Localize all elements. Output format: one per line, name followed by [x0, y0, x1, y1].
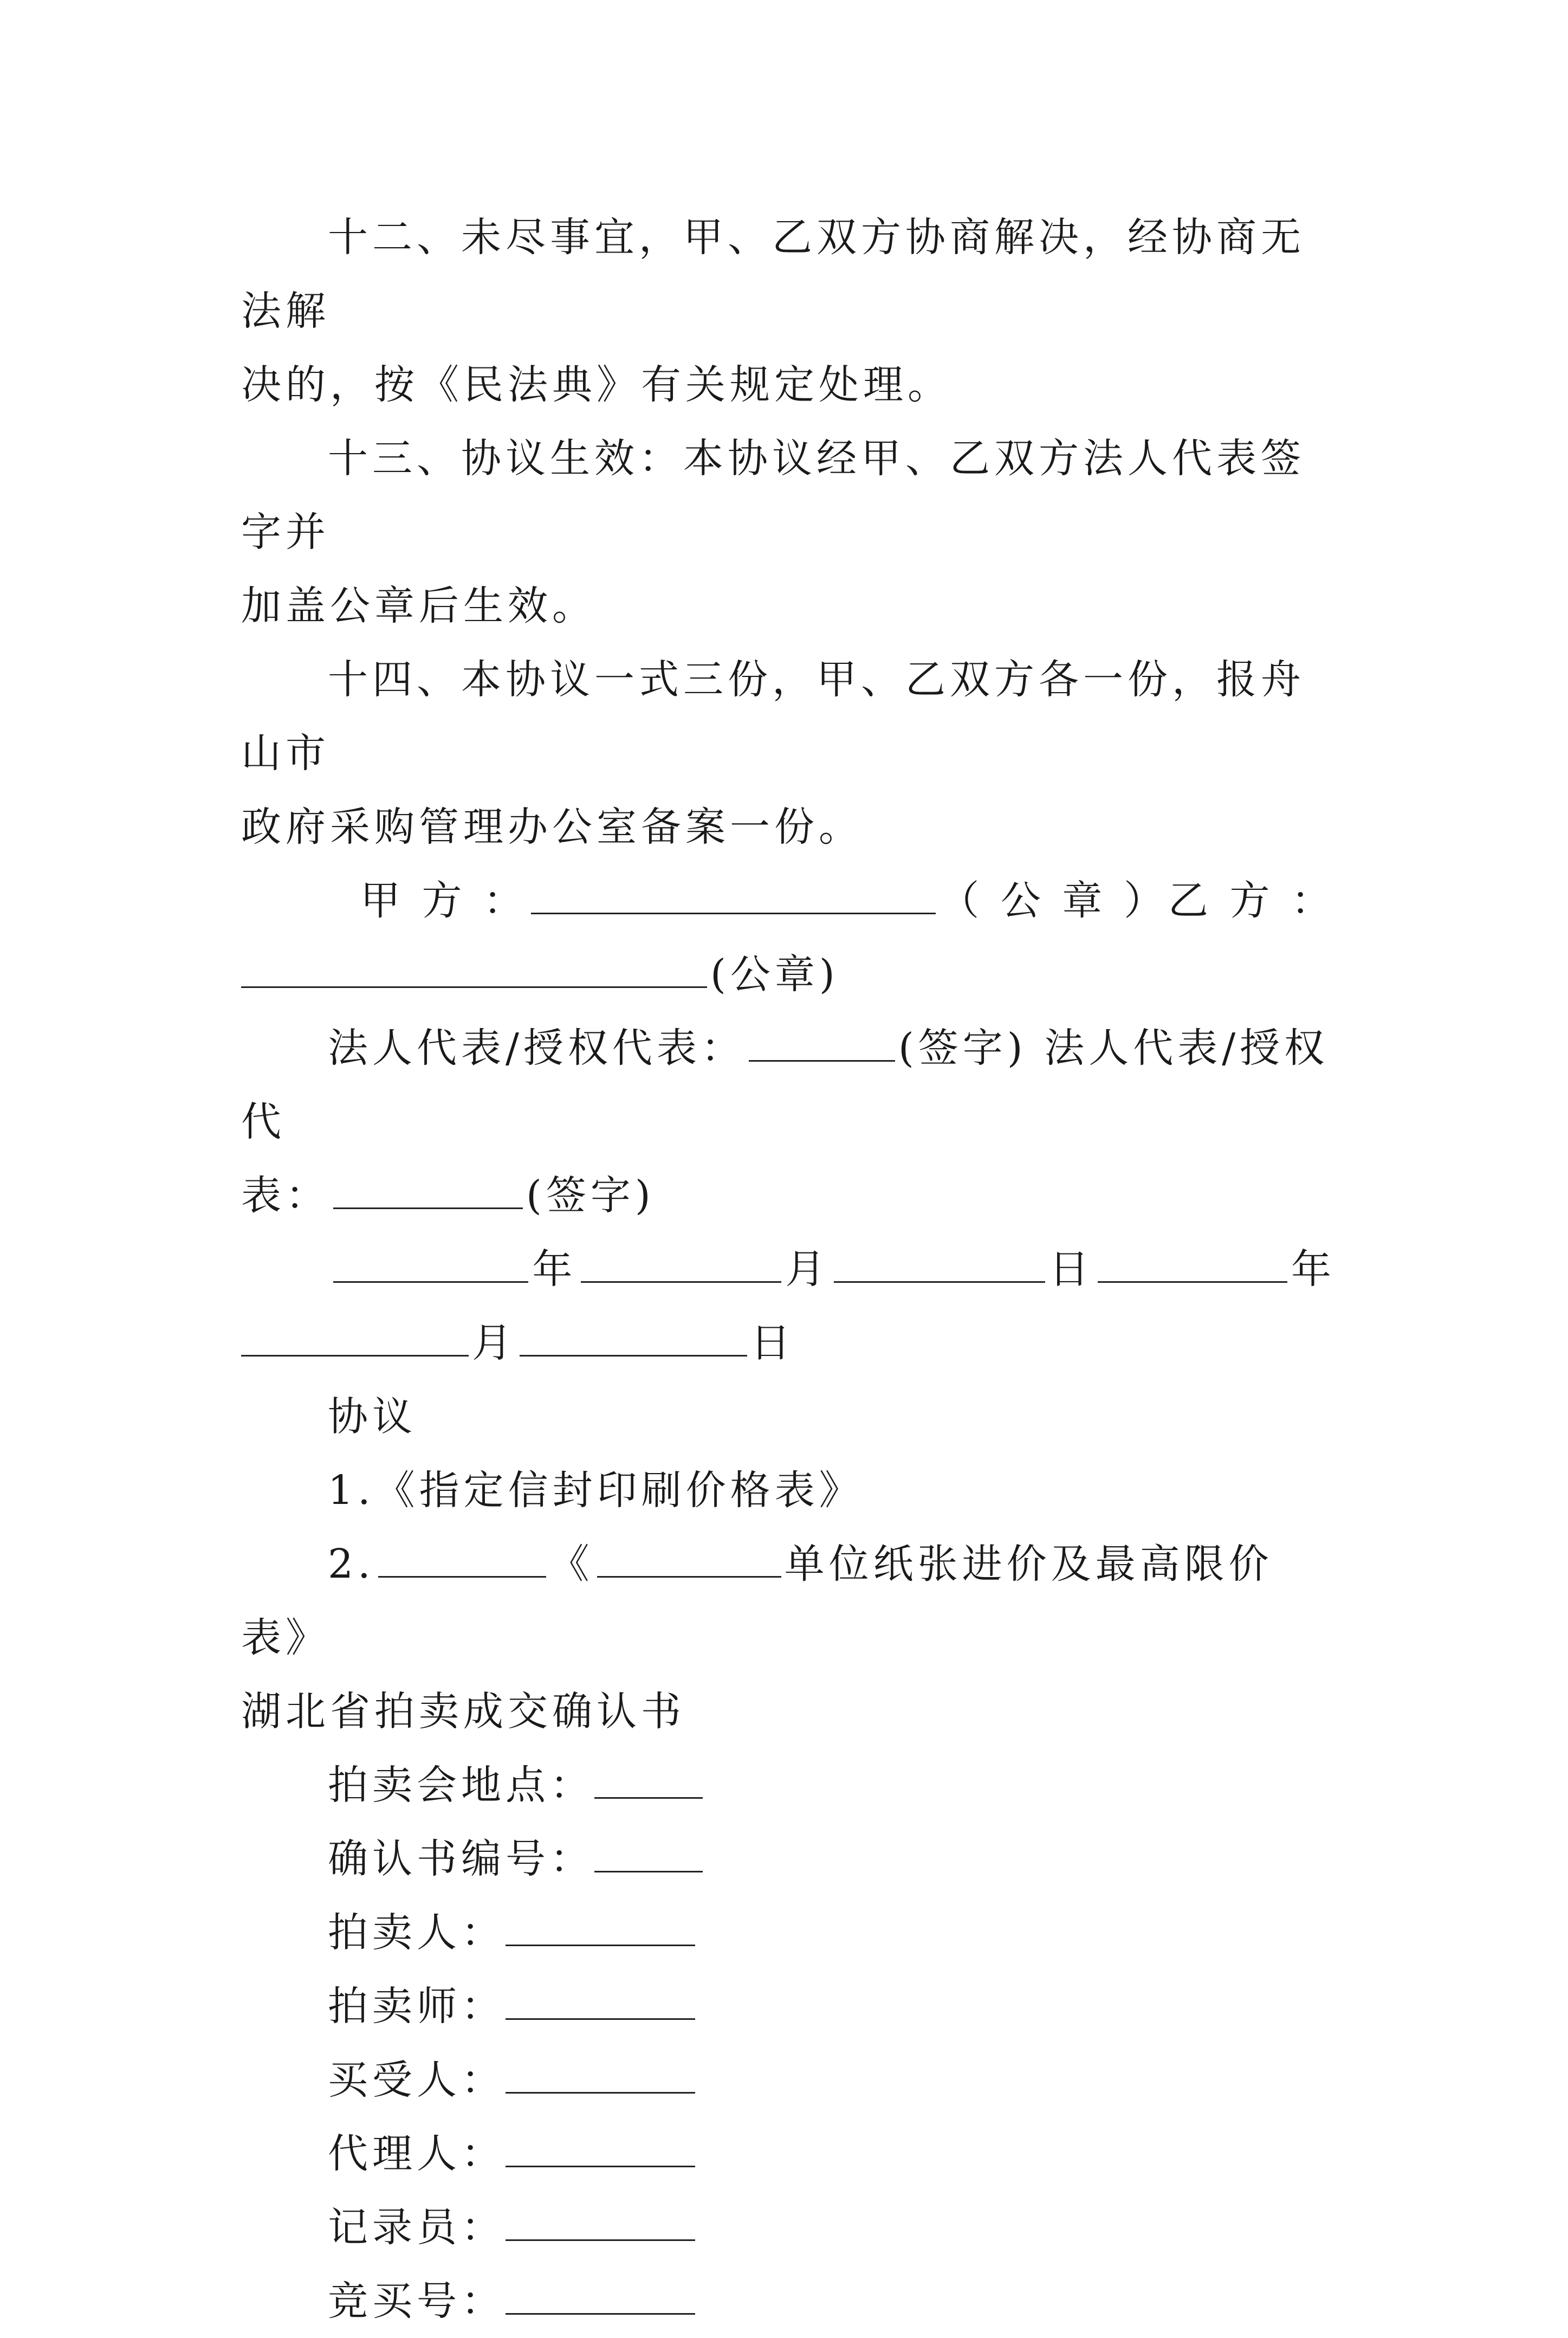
- rep-line: [241, 1011, 1336, 1159]
- auction-field-label: 竞买号：: [328, 2278, 506, 2324]
- sign-a-label: (签字): [898, 1025, 1027, 1071]
- date-b-month-blank[interactable]: [241, 1321, 469, 1357]
- attachment-item-2-open: 《: [549, 1541, 594, 1587]
- document-body: [241, 201, 1336, 2338]
- attachment-title: 协议: [328, 1393, 417, 1440]
- auction-field-recorder: [241, 2191, 1336, 2264]
- auction-field-label: 记录员：: [328, 2204, 506, 2251]
- seal-a-label: （ 公 章 ）: [939, 877, 1168, 924]
- party-a-label: 甲 方 ：: [360, 877, 528, 924]
- auction-field-buyer: [241, 2043, 1336, 2117]
- rep-b-blank[interactable]: [333, 1174, 523, 1209]
- attachment-item-1: 1.《指定信封印刷价格表》: [328, 1467, 864, 1514]
- clause-13-line-2: 加盖公章后生效。: [241, 583, 597, 629]
- auction-bid-number-blank[interactable]: [506, 2279, 695, 2315]
- auction-field-auctioneer: [241, 1969, 1336, 2043]
- date-a-day: 日: [1049, 1246, 1094, 1293]
- date-b-day-blank[interactable]: [520, 1321, 747, 1357]
- date-b-year: 年: [1291, 1246, 1336, 1293]
- auction-number-blank[interactable]: [594, 1837, 703, 1872]
- clause-14-line-2: 政府采购管理办公室备案一份。: [241, 804, 863, 850]
- date-a-year: 年: [532, 1246, 577, 1293]
- auction-field-label: 确认书编号：: [328, 1836, 594, 1882]
- date-b-day: 日: [750, 1320, 795, 1366]
- date-a-day-blank[interactable]: [834, 1248, 1045, 1283]
- party-b-blank[interactable]: [241, 953, 707, 988]
- rep-label-b-end: 表：: [241, 1172, 330, 1219]
- date-a-month: 月: [785, 1246, 830, 1293]
- auction-field-number: [241, 1822, 1336, 1896]
- auction-field-label: 拍卖师：: [328, 1983, 506, 2030]
- auction-buyer-blank[interactable]: [506, 2058, 695, 2094]
- auction-field-auctioneer-company: [241, 1896, 1336, 1969]
- date-line: [241, 1232, 1336, 1306]
- auction-field-label: 拍卖会地点：: [328, 1762, 594, 1809]
- auction-field-bid-number: [241, 2264, 1336, 2338]
- date-a-month-blank[interactable]: [581, 1248, 781, 1283]
- auction-field-agent: [241, 2117, 1336, 2191]
- party-b-line: [241, 938, 1336, 1011]
- attachment-item-2-blank-1[interactable]: [378, 1542, 546, 1578]
- clause-14-line-1: 十四、本协议一式三份，甲、乙双方各一份，报舟山市: [241, 656, 1305, 777]
- clause-13-line-1: 十三、协议生效：本协议经甲、乙双方法人代表签字并: [241, 435, 1305, 556]
- auction-agent-blank[interactable]: [506, 2132, 695, 2167]
- rep-line-2: [241, 1159, 1336, 1232]
- party-line: [241, 864, 1336, 938]
- clause-12-line-2: 决的，按《民法典》有关规定处理。: [241, 361, 952, 408]
- auction-field-label: 代理人：: [328, 2130, 506, 2177]
- party-b-label: 乙 方 ：: [1168, 877, 1336, 924]
- auction-auctioneer-company-blank[interactable]: [506, 1911, 695, 1946]
- sign-b-label: (签字): [526, 1172, 655, 1219]
- attachment-item-2-blank-2[interactable]: [597, 1542, 781, 1578]
- auction-field-label: 拍卖人：: [328, 1909, 506, 1956]
- auction-field-location: [241, 1748, 1336, 1822]
- auction-recorder-blank[interactable]: [506, 2206, 695, 2241]
- rep-label-b: 法人代表/授权代: [241, 1025, 1329, 1145]
- auction-auctioneer-blank[interactable]: [506, 1985, 695, 2020]
- attachment-item-2-suffix: 单位纸张进价及最高限价表》: [241, 1541, 1273, 1661]
- clause-12-line-1: 十二、未尽事宜，甲、乙双方协商解决，经协商无法解: [241, 214, 1305, 334]
- date-a-year-blank[interactable]: [333, 1248, 528, 1283]
- date-line-2: [241, 1306, 1336, 1380]
- rep-label-a: 法人代表/授权代表：: [328, 1025, 746, 1071]
- party-a-blank[interactable]: [531, 879, 936, 914]
- auction-title: 湖北省拍卖成交确认书: [241, 1688, 685, 1735]
- rep-a-blank[interactable]: [749, 1026, 895, 1062]
- attachment-item-2: [241, 1527, 1336, 1675]
- date-b-year-blank[interactable]: [1098, 1248, 1287, 1283]
- auction-location-blank[interactable]: [594, 1764, 703, 1799]
- date-b-month: 月: [472, 1320, 516, 1366]
- auction-field-label: 买受人：: [328, 2057, 506, 2103]
- seal-b-label: (公章): [710, 951, 839, 998]
- attachment-item-2-prefix: 2.: [328, 1541, 375, 1587]
